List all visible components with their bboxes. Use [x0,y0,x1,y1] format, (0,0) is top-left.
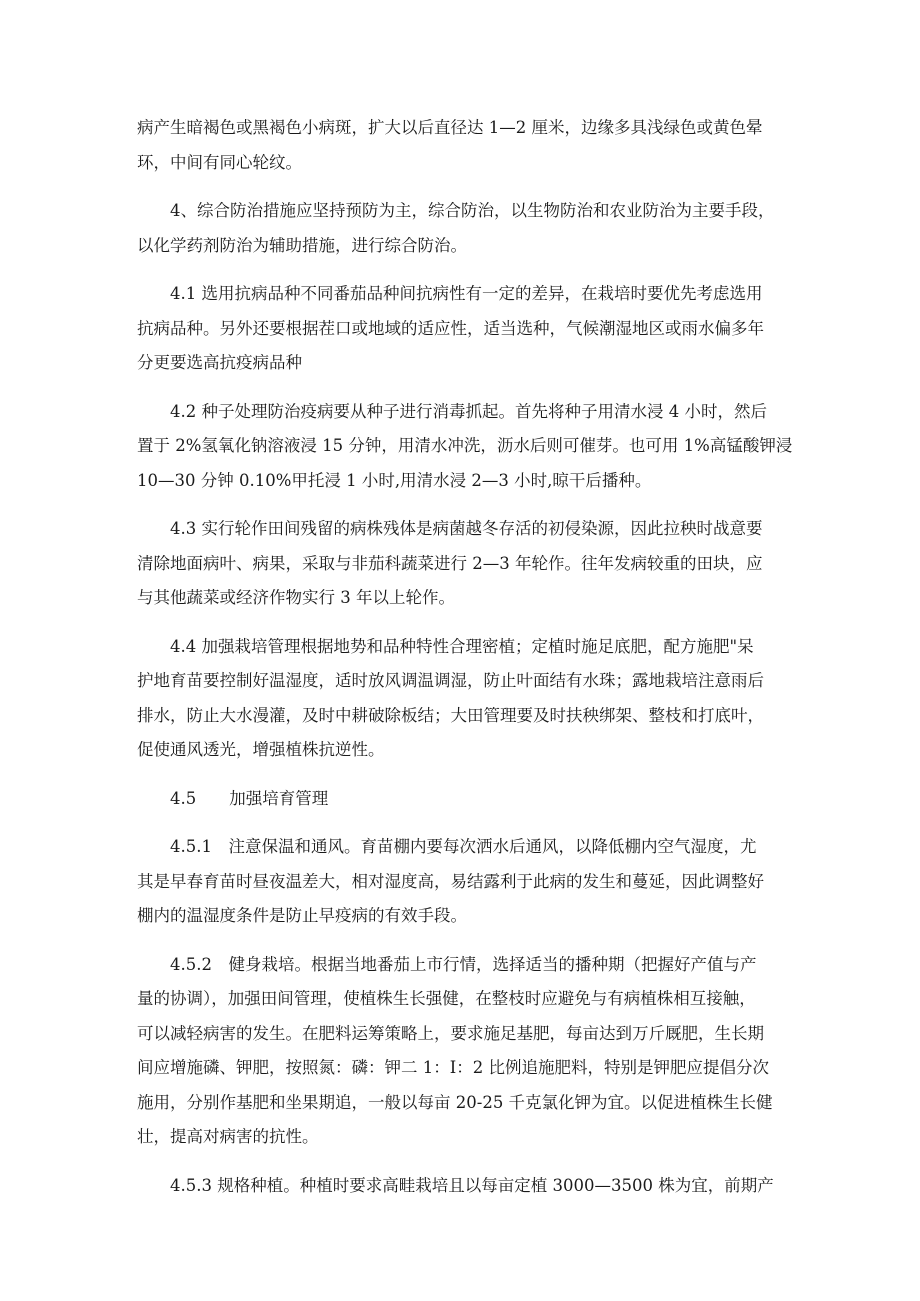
text-line: 量的协调），加强田间管理，使植株生长强健，在整枝时应避免与有病植株相互接触， [137,989,756,1008]
text-line: 以化学药剂防治为辅助措施，进行综合防治。 [137,235,467,255]
document-body [137,111,797,1203]
text-line: 置于 2%氢氧化钠溶液浸 15 分钟，用清水冲洗，沥水后则可催芽。也可用 1%高锰酸钾浸 [137,436,793,455]
text-line: 促使通风透光，增强植株抗逆性。 [137,740,385,759]
text-line: 4.4 加强栽培管理根据地势和品种特性合理密植；定植时施足底肥，配方施肥"呆 [170,636,754,656]
text-line: 护地育苗要控制好温湿度，适时放风调温调湿，防止叶面结有水珠；露地栽培注意雨后 [137,671,764,690]
text-line: 病产生暗褐色或黑褐色小病斑，扩大以后直径达 1—2 厘米，边缘多具浅绿色或黄色晕 [137,118,763,137]
text-line: 10—30 分钟 0.10%甲托浸 1 小时,用清水浸 2—3 小时,晾干后播种。 [137,470,652,490]
text-line: 4.2 种子处理防治疫病要从种子进行消毒抓起。首先将种子用清水浸 4 小时，然后 [170,401,767,421]
text-line: 排水，防止大水漫灌，及时中耕破除板结；大田管理要及时扶秧绑架、整枝和打底叶， [137,705,764,725]
text-line: 4.5.2 健身栽培。根据当地番茄上市行情，选择适当的播种期（把握好产值与产 [170,954,757,974]
text-line: 环，中间有同心轮纹。 [137,152,302,172]
text-line: 可以减轻病害的发生。在肥料运筹策略上，要求施足基肥，每亩达到万斤厩肥，生长期 [137,1023,764,1043]
text-line: 4、综合防治措施应坚持预防为主，综合防治，以生物防治和农业防治为主要手段， [170,201,775,220]
text-line: 施用，分别作基肥和坐果期追，一般以每亩 20-25 千克氯化钾为宜。以促进植株生长健 [137,1092,773,1112]
text-line: 清除地面病叶、病果，采取与非茄科蔬菜进行 2—3 年轮作。往年发病较重的田块，应 [137,553,763,573]
text-line: 与其他蔬菜或经济作物实行 3 年以上轮作。 [137,588,455,607]
text-line: 抗病品种。另外还要根据茬口或地域的适应性，适当选种，气候潮湿地区或雨水偏多年 [137,318,764,338]
text-line: 4.5.3 规格种植。种植时要求高畦栽培且以每亩定植 3000—3500 株为宜，前期产 [170,1175,774,1195]
section-heading: 4.5 加强培育管理 [170,788,329,808]
text-line: 4.5.1 注意保温和通风。育苗棚内要每次洒水后通风，以降低棚内空气湿度，尤 [170,837,757,856]
text-line: 分更要选高抗疫病品种 [137,353,302,372]
text-line: 间应增施磷、钾肥，按照氮：磷：钾二 1：I：2 比例追施肥料，特别是钾肥应提倡分次 [137,1058,770,1077]
text-line: 4.1 选用抗病品种不同番茄品种间抗病性有一定的差异，在栽培时要优先考虑选用 [170,284,763,303]
text-line: 4.3 实行轮作田间残留的病株残体是病菌越冬存活的初侵染源，因此拉秧时战意要 [170,519,763,538]
text-line: 其是早春育苗时昼夜温差大，相对湿度高，易结露利于此病的发生和蔓延，因此调整好 [137,871,764,891]
text-line: 棚内的温湿度条件是防止早疫病的有效手段。 [137,906,467,925]
text-line: 壮，提高对病害的抗性。 [137,1127,319,1146]
